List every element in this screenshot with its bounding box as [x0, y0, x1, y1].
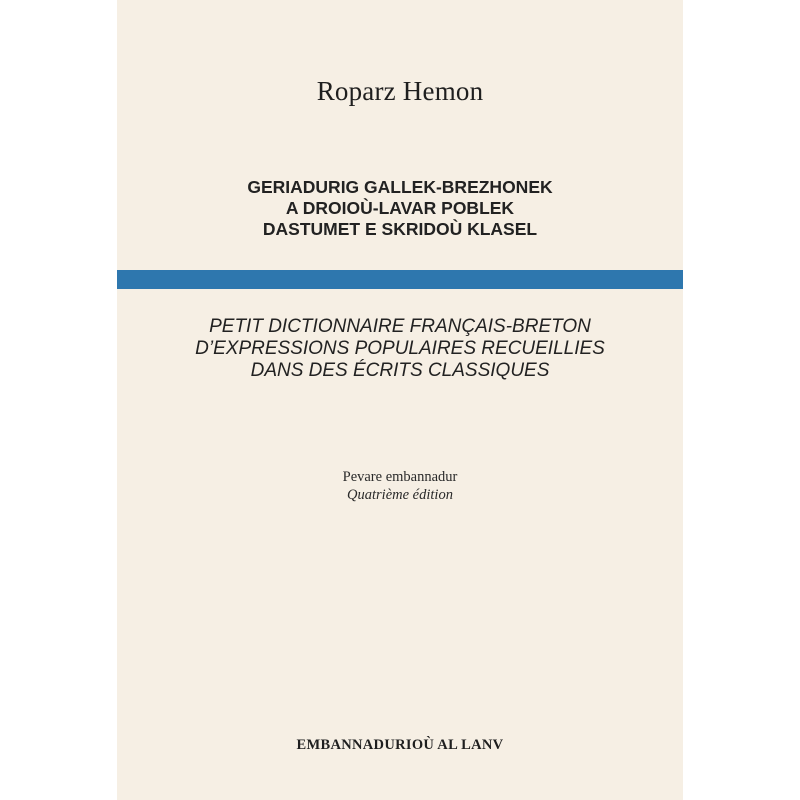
- french-title: [117, 316, 683, 382]
- breton-title: [117, 177, 683, 240]
- french-title-line-2: D’EXPRESSIONS POPULAIRES RECUEILLIES: [195, 338, 605, 359]
- french-title-line-3: DANS DES ÉCRITS CLASSIQUES: [250, 360, 550, 381]
- edition-statement: [117, 468, 683, 504]
- edition-breton: Pevare embannadur: [342, 469, 458, 485]
- edition-french: Quatrième édition: [347, 487, 453, 503]
- author-name: Roparz Hemon: [316, 76, 484, 106]
- blue-divider-band: [117, 270, 683, 289]
- book-cover: [117, 0, 683, 800]
- french-title-line-1: PETIT DICTIONNAIRE FRANÇAIS-BRETON: [209, 316, 591, 337]
- breton-title-line-2: A DROIOÙ-LAVAR POBLEK: [285, 198, 515, 218]
- publisher-name: EMBANNADURIOÙ AL LANV: [296, 737, 504, 753]
- breton-title-line-1: GERIADURIG GALLEK-BREZHONEK: [247, 177, 553, 197]
- breton-title-line-3: DASTUMET E SKRIDOÙ KLASEL: [262, 219, 538, 239]
